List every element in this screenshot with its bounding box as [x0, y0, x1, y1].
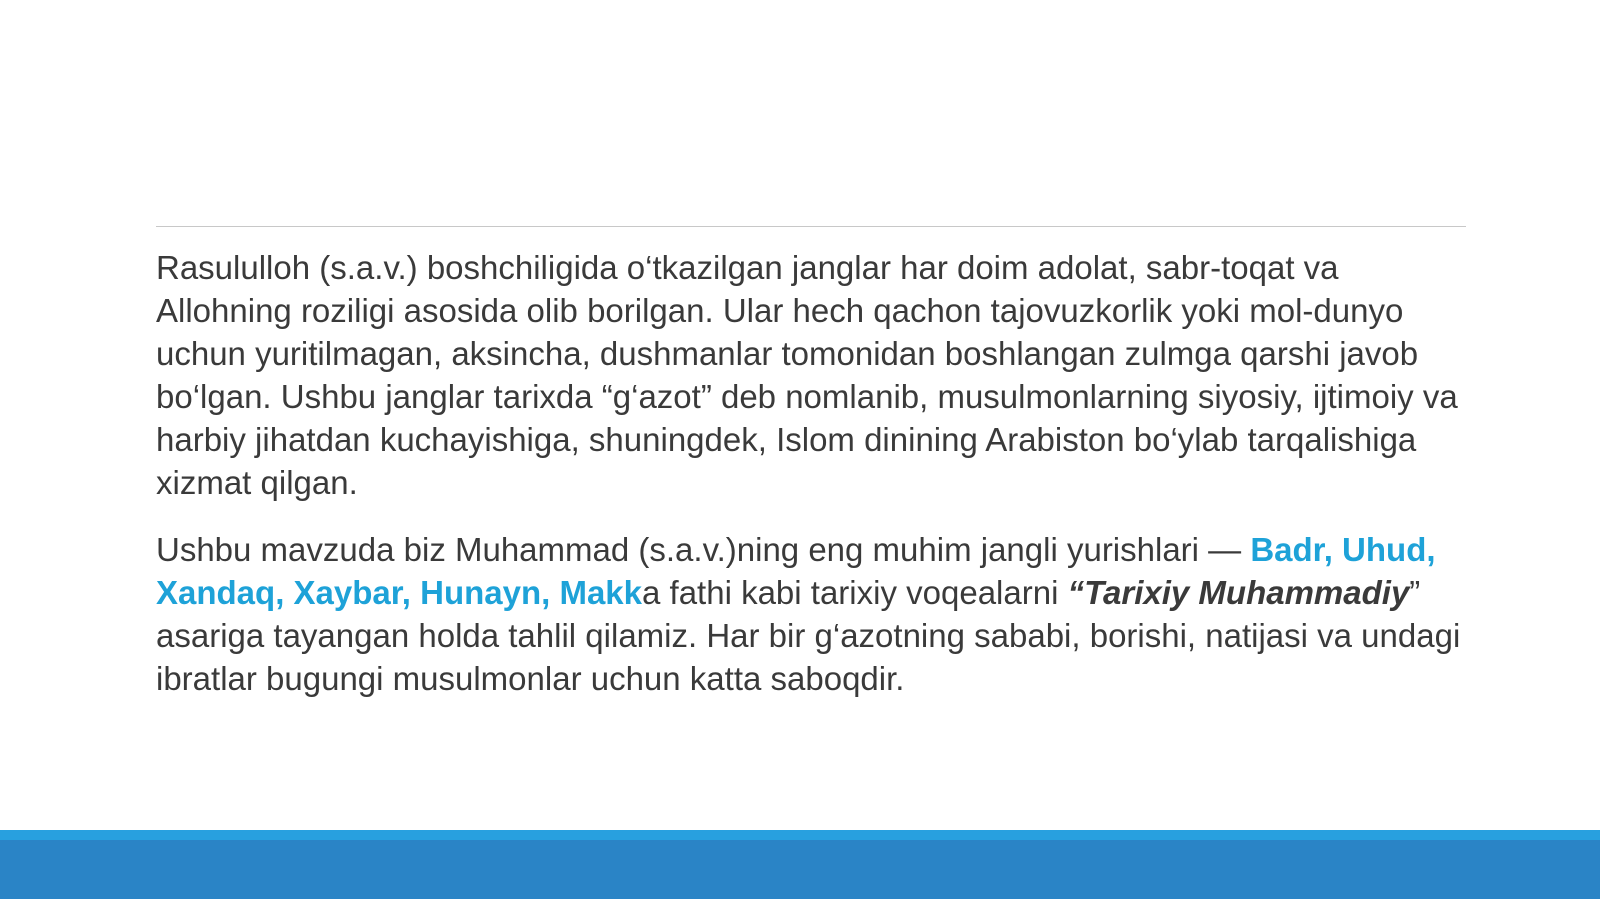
footer-band: [0, 830, 1600, 899]
paragraph-topic: [156, 528, 1466, 700]
battles-highlight: Badr, Uhud, Xandaq, Xaybar, Hunayn, Makk: [156, 531, 1436, 611]
book-title: “Tarixiy Muhammadiy: [1067, 574, 1410, 611]
paragraph-intro: Rasululloh (s.a.v.) boshchiligida o‘tkazilgan janglar har doim adolat, sabr-toqat va Allohning roziligi asosida olib borilgan. Ular hech qachon tajovuzkorlik yoki mol-dunyo uchun yuritilmagan, aksincha, dushmanlar tomonidan boshlangan zulmga qarshi javob bo‘lgan. Ushbu janglar tarixda “g‘azot” deb nomlanib, musulmonlarning siyosiy, ijtimoiy va harbiy jihatdan kuchayishiga, shuningdek, Islom dinining Arabiston bo‘ylab tarqalishiga xizmat qilgan.: [156, 249, 1458, 501]
footer-band-accent: [0, 830, 1600, 840]
topic-closing-text: ” asariga tayangan holda tahlil qilamiz. Har bir g‘azotning sababi, borishi, natijasi va undagi ibratlar bugungi musulmonlar uchun katta saboqdir.: [156, 574, 1461, 697]
title-divider: [156, 226, 1466, 227]
topic-continuation-text: a fathi kabi tarixiy voqealarni: [642, 574, 1068, 611]
topic-intro-text: Ushbu mavzuda biz Muhammad (s.a.v.)ning eng muhim jangli yurishlari —: [156, 531, 1251, 568]
content-body: [156, 246, 1466, 700]
